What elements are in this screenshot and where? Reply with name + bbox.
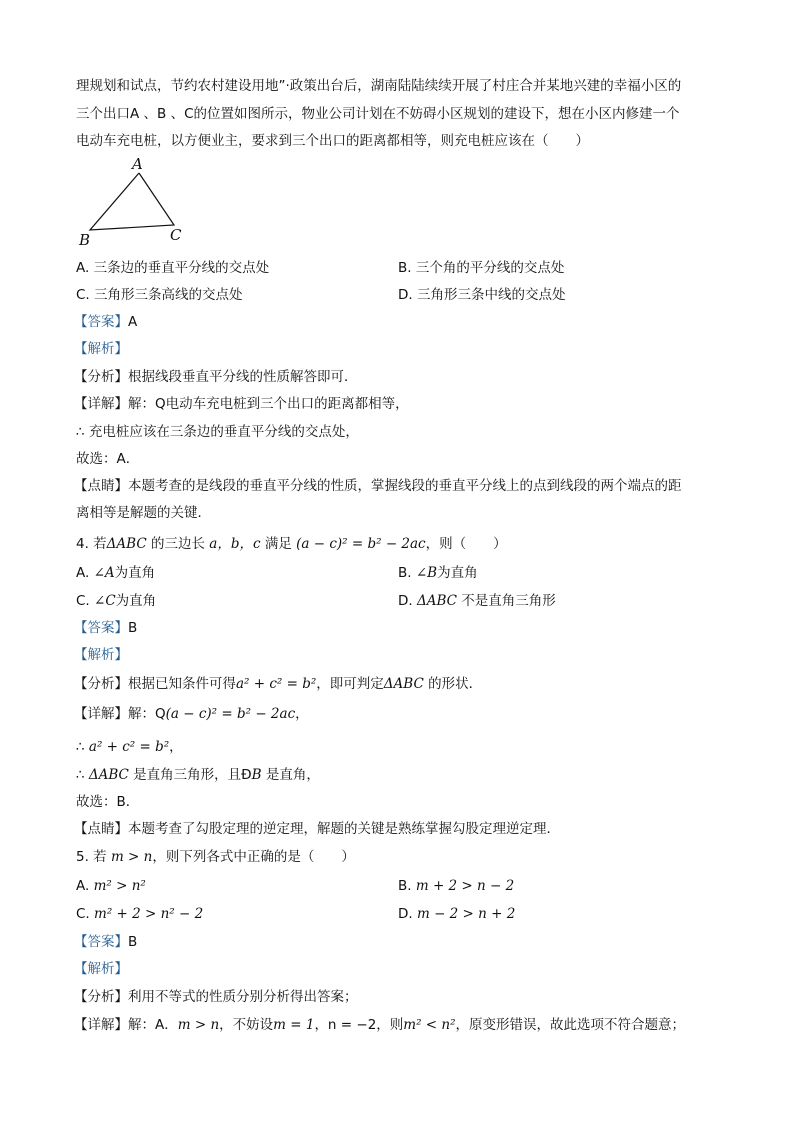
triangle-abc-figure <box>70 155 200 255</box>
xiangjie-tag: 【详解】 <box>74 396 128 412</box>
q5-option-b <box>398 877 514 895</box>
vertex-label-c: C <box>170 226 182 244</box>
analysis-tag: 【解析】 <box>74 341 128 357</box>
option-label: A. <box>76 565 94 581</box>
q4-dianjing <box>74 820 560 838</box>
q5-option-c <box>76 905 203 923</box>
answer-tag: 【答案】 <box>74 314 128 330</box>
xiangjie-suffix: ，原变形错误，故此选项不符合题意； <box>455 1017 686 1033</box>
q4-analysis-header <box>74 646 128 664</box>
therefore-symbol: ∴ <box>76 739 89 755</box>
xiangjie-tag: 【详解】 <box>74 706 128 722</box>
xiangjie-math-1: m > n <box>177 1017 220 1033</box>
q4-stem-equation: (a − c)² = b² − 2ac <box>296 536 426 552</box>
q4-xiangjie-line-4: 故选：B． <box>76 794 140 810</box>
option-text: 不是直角三角形 <box>456 593 556 609</box>
xiangjie-text-mid1: ，不妨设 <box>219 1017 274 1033</box>
q5-stem-suffix: ，则下列各式中正确的是（ ） <box>152 849 355 865</box>
q3-stem-line-2: 三个出口A 、B 、C的位置如图所示，物业公司计划在不妨碍小区规划的建设下，想在小区内修建一个 <box>76 106 680 122</box>
option-text: 为直角 <box>115 593 157 609</box>
xiangjie-triangle: ΔABC <box>88 767 129 783</box>
xiangjie-suffix: 是直角， <box>261 767 320 783</box>
dianjing-text: 本题考查了勾股定理的逆定理，解题的关键是熟练掌握勾股定理逆定理． <box>128 821 560 837</box>
answer-tag: 【答案】 <box>74 620 128 636</box>
q3-option-a: A. 三条边的垂直平分线的交点处 <box>76 260 270 276</box>
analysis-tag: 【解析】 <box>74 647 128 663</box>
fenxi-tag: 【分析】 <box>74 676 128 692</box>
therefore-symbol: ∴ <box>76 767 89 783</box>
q3-option-b: B. 三个角的平分线的交点处 <box>398 260 565 276</box>
q5-stem <box>76 848 355 866</box>
analysis-tag: 【解析】 <box>74 961 128 977</box>
answer-value: B <box>128 934 138 950</box>
answer-value: B <box>128 620 138 636</box>
xiangjie-text: 是直角三角形，且Ð <box>128 767 252 783</box>
option-math: m² > n² <box>93 878 146 894</box>
xiangjie-text-mid2: ，n = −2，则 <box>314 1017 404 1033</box>
xiangjie-text: 解：Q电动车充电桩到三个出口的距离都相等， <box>128 396 409 412</box>
q4-option-b <box>398 564 478 582</box>
fenxi-tag: 【分析】 <box>74 369 128 385</box>
option-label: B. <box>398 878 416 894</box>
q5-stem-math: m > n <box>110 849 153 865</box>
option-label: D. <box>398 593 417 609</box>
option-math: m² + 2 > n² − 2 <box>94 906 204 922</box>
fenxi-text-mid: ，即可判定 <box>316 676 384 692</box>
xiangjie-angle-b: B <box>251 767 262 783</box>
q4-option-a <box>76 564 155 582</box>
fenxi-text: 根据已知条件可得 <box>128 676 236 692</box>
fenxi-equation: a² + c² = b² <box>236 676 317 692</box>
fenxi-text: 利用不等式的性质分别分析得出答案； <box>128 989 358 1005</box>
option-math: ∠C <box>94 593 116 609</box>
option-math: m + 2 > n − 2 <box>415 878 515 894</box>
option-math: ΔABC <box>416 593 457 609</box>
dianjing-text: 本题考查的是线段的垂直平分线的性质，掌握线段的垂直平分线上的点到线段的两个端点的距 <box>128 478 682 494</box>
q3-stem-line-3: 电动车充电桩，以方便业主，要求到三个出口的距离都相等，则充电桩应该在（ ） <box>76 133 589 149</box>
q3-xiangjie-line-1 <box>74 395 409 413</box>
fenxi-text-suffix: 的形状． <box>423 676 483 692</box>
xiangjie-suffix: ， <box>295 706 309 722</box>
option-label: C. <box>76 593 95 609</box>
q4-option-d <box>398 592 556 610</box>
q5-analysis-header <box>74 960 128 978</box>
option-label: B. <box>398 565 416 581</box>
xiangjie-equation: (a − c)² = b² − 2ac <box>165 706 296 722</box>
q5-answer <box>74 933 137 951</box>
fenxi-triangle: ΔABC <box>383 676 424 692</box>
fenxi-tag: 【分析】 <box>74 989 128 1005</box>
q4-xiangjie-line-1 <box>74 705 309 723</box>
q3-answer <box>74 313 137 331</box>
xiangjie-math-3: m² < n² <box>403 1017 456 1033</box>
q4-stem <box>76 535 507 553</box>
xiangjie-suffix: ， <box>169 739 183 755</box>
q3-xiangjie-line-3: 故选：A． <box>76 451 140 467</box>
q5-option-a <box>76 877 146 895</box>
q4-stem-prefix: 4. 若 <box>76 536 107 552</box>
q3-option-d: D. 三角形三条中线的交点处 <box>398 287 566 303</box>
q4-stem-vars: a，b，c <box>209 536 261 552</box>
option-text: 为直角 <box>437 565 478 581</box>
q4-answer <box>74 619 137 637</box>
q4-xiangjie-line-3 <box>76 766 320 784</box>
dianjing-tag: 【点睛】 <box>74 478 128 494</box>
q4-fenxi <box>74 675 482 693</box>
q3-stem-line-1: 理规划和试点，节约农村建设用地”·政策出台后，湖南陆陆续续开展了村庄合并某地兴建的幸福小区的 <box>76 78 682 94</box>
xiangjie-equation: a² + c² = b² <box>88 739 170 755</box>
answer-tag: 【答案】 <box>74 934 128 950</box>
q5-fenxi <box>74 988 358 1006</box>
q3-xiangjie-line-2: ∴ 充电桩应该在三条边的垂直平分线的交点处， <box>76 424 359 440</box>
q3-dianjing-line-2: 离相等是解题的关键． <box>76 505 211 521</box>
option-text: 为直角 <box>114 565 156 581</box>
q3-option-c: C. 三角形三条高线的交点处 <box>76 287 243 303</box>
q5-option-d <box>398 905 515 923</box>
option-label: D. <box>398 906 417 922</box>
q4-stem-cond: 满足 <box>260 536 297 552</box>
xiangjie-text: 解：Q <box>128 706 166 722</box>
vertex-label-a: A <box>132 155 143 173</box>
xiangjie-text: 解：A． <box>128 1017 178 1033</box>
fenxi-text: 根据线段垂直平分线的性质解答即可． <box>128 369 358 385</box>
option-label: A. <box>76 878 94 894</box>
xiangjie-math-2: m = 1 <box>273 1017 315 1033</box>
option-math: m − 2 > n + 2 <box>416 906 516 922</box>
q4-stem-triangle: ΔABC <box>106 536 147 552</box>
option-label: C. <box>76 906 95 922</box>
q4-stem-mid: 的三边长 <box>146 536 210 552</box>
xiangjie-tag: 【详解】 <box>74 1017 128 1033</box>
option-math: ∠A <box>93 565 115 581</box>
q5-xiangjie <box>74 1016 685 1034</box>
q4-option-c <box>76 592 156 610</box>
q4-xiangjie-line-2 <box>76 738 183 756</box>
q5-stem-prefix: 5. 若 <box>76 849 111 865</box>
answer-value: A <box>128 314 138 330</box>
vertex-label-b: B <box>79 231 91 249</box>
q3-analysis-header <box>74 340 128 358</box>
option-math: ∠B <box>415 565 438 581</box>
dianjing-tag: 【点睛】 <box>74 821 128 837</box>
q3-dianjing-line-1 <box>74 477 682 495</box>
q4-stem-suffix: ，则（ ） <box>425 536 507 552</box>
q3-fenxi <box>74 368 358 386</box>
